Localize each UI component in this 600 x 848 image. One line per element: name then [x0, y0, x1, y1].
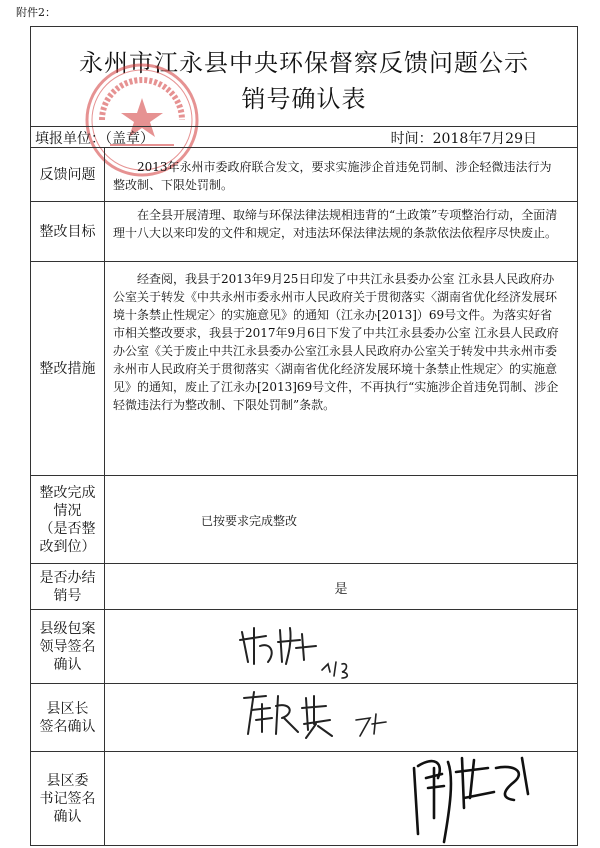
- label-completion-line: （是否整: [39, 520, 96, 537]
- fill-info-row: [31, 126, 577, 148]
- title-line-1: 永州市江永县中央环保督察反馈问题公示: [79, 49, 529, 77]
- row-completion: [31, 476, 577, 564]
- fill-time-value: 2018年7月29日: [432, 131, 537, 147]
- row-leader-sign: [31, 610, 577, 684]
- fill-time-label: 时间：: [390, 131, 433, 147]
- label-secretary-line: 书记签名: [39, 790, 96, 807]
- label-leader-line: 确认: [53, 656, 82, 673]
- row-head-sign: [31, 684, 577, 752]
- fill-unit-label: 填报单位：（盖章）: [35, 131, 154, 147]
- close-value: 是: [334, 582, 348, 597]
- attachment-label: 附件2：: [16, 6, 56, 19]
- label-secretary-line: 确认: [53, 808, 82, 825]
- fill-time: [391, 128, 537, 148]
- label-leader-line: 县级包案: [39, 620, 96, 637]
- label-secretary-line: 县区委: [46, 772, 89, 789]
- content-measures: 经查阅，我县于2013年9月25日印发了中共江永县委办公室 江永县人民政府办公室关于转发《中共永州市委永州市人民政府关于贯彻落实〈湖南省优化经济发展环境十条禁止性规定〉的实施意见》的通知（江永办[2013]）69号文件。为落实好省市相关整改要求，我县于2017年9月6日下发了中共江永县委办公室 江永县人民政府办公室《关于废止中共江永县委办公室江永县人民政府办公室关于转发中共永州市委永州市人民政府关于贯彻落实〈湖南省优化经济发展环境十条禁止性规定〉的实施意见》的通知，废止了江永办[2013]69号文件，不再执行“实施涉企首违免罚制、涉企轻微违法行为整改制、下限处罚制”条款。: [113, 272, 559, 412]
- content-feedback: 2013年永州市委政府联合发文，要求实施涉企首违免罚制、涉企轻微违法行为整改制、下限处罚制。: [113, 160, 552, 192]
- label-feedback: 反馈问题: [31, 148, 105, 201]
- label-completion-line: 整改完成: [39, 484, 96, 501]
- label-leader-sign: [31, 610, 105, 683]
- label-close-line: 是否办结: [39, 569, 96, 586]
- content-completion: 已按要求完成整改: [201, 514, 298, 528]
- row-target: [31, 202, 577, 262]
- label-target: 整改目标: [31, 202, 105, 261]
- row-close: [31, 564, 577, 610]
- label-secretary-sign: [31, 752, 105, 845]
- row-feedback: [31, 148, 577, 202]
- label-head-line: 签名确认: [39, 718, 96, 735]
- label-measures: 整改措施: [31, 262, 105, 475]
- row-measures: [31, 262, 577, 476]
- label-head-sign: [31, 684, 105, 751]
- label-completion-line: 情况: [53, 502, 82, 519]
- label-close-line: 销号: [53, 587, 82, 604]
- row-secretary-sign: [31, 752, 577, 845]
- label-completion-line: 改到位）: [39, 538, 96, 555]
- title-line-2: 销号确认表: [241, 85, 367, 113]
- label-close: [31, 564, 105, 609]
- label-completion: [31, 476, 105, 563]
- content-target: 在全县开展清理、取缔与环保法律法规相违背的“土政策”专项整治行动，全面清理十八大以来印发的文件和规定，对违法环保法律法规的条款依法依程序尽快废止。: [113, 208, 558, 240]
- label-leader-line: 领导签名: [39, 638, 96, 655]
- label-head-line: 县区长: [46, 700, 89, 717]
